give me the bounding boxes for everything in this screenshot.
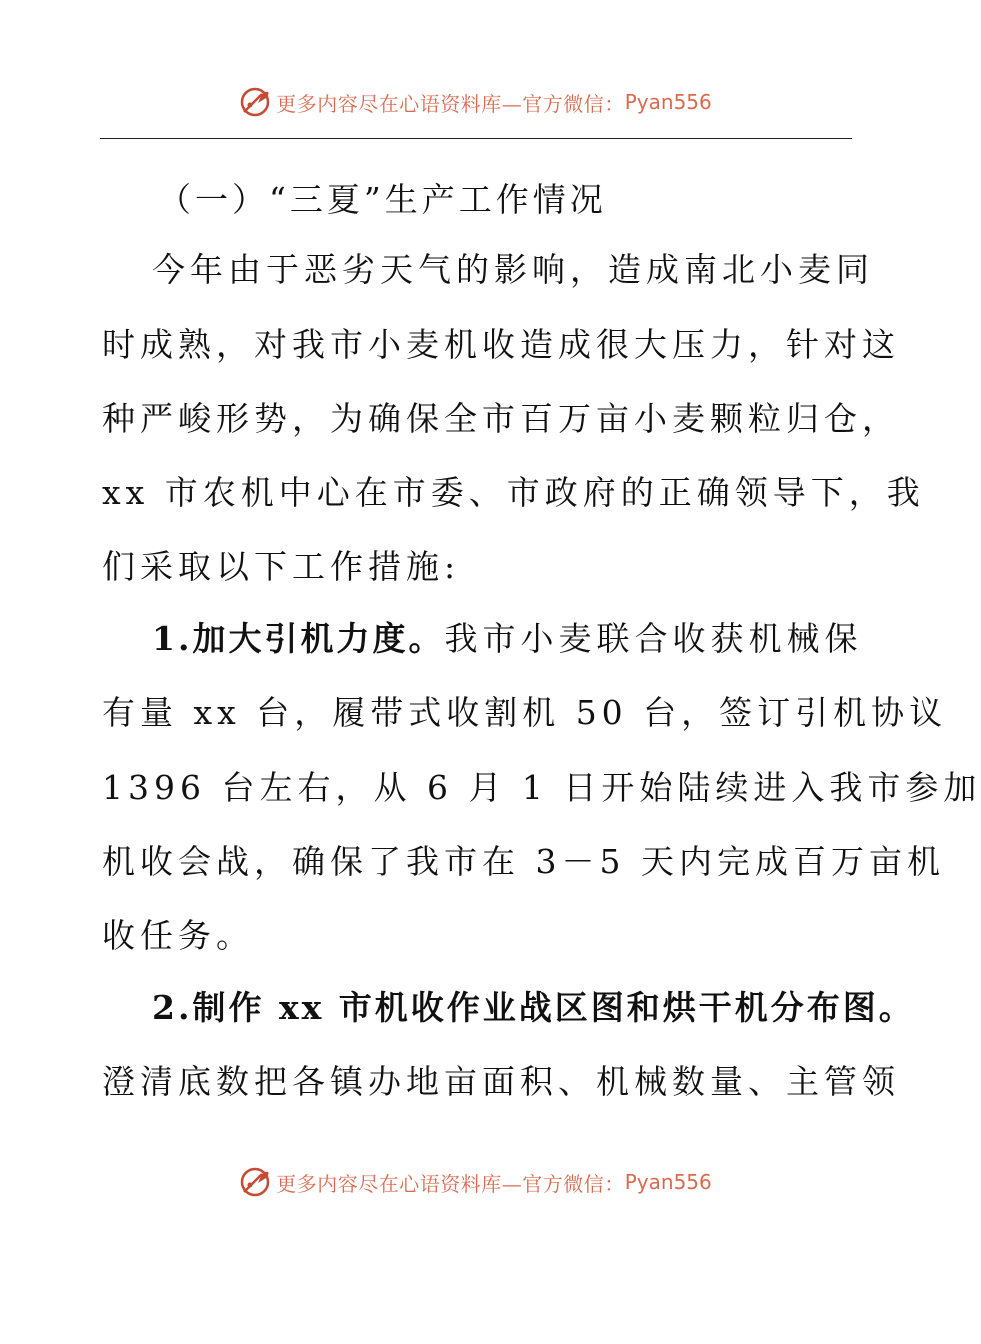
paragraph-line: 种严峻形势，为确保全市百万亩小麦颗粒归仓， [102, 399, 900, 438]
item-title: 1.加大引机力度。 [152, 619, 445, 658]
watermark-id: Pyan556 [624, 1170, 712, 1194]
item-text: 我市小麦联合收获机械保 [444, 619, 863, 658]
paragraph-line [152, 983, 932, 1033]
paragraph-line: 今年由于恶劣天气的影响，造成南北小麦同 [152, 250, 874, 289]
paragraph-line: 有量 xx 台，履带式收割机 50 台，签订引机协议 [102, 693, 948, 732]
watermark-footer [0, 1162, 950, 1202]
item-title: 2.制作 xx 市机收作业战区图和烘干机分布图。 [152, 988, 915, 1027]
watermark-text: 更多内容尽在心语资料库—官方微信： [276, 91, 625, 116]
watermark-id: Pyan556 [624, 90, 712, 114]
watermark-header [0, 82, 950, 122]
paragraph-line: 收任务。 [102, 916, 254, 955]
watermark-text: 更多内容尽在心语资料库—官方微信： [276, 1171, 625, 1196]
paragraph-line: xx 市农机中心在市委、市政府的正确领导下，我 [102, 473, 925, 512]
paragraph-line: 时成熟，对我市小麦机收造成很大压力，针对这 [102, 325, 900, 364]
paragraph-line: 1396 台左右，从 6 月 1 日开始陆续进入我市参加 [102, 768, 981, 807]
header-rule [100, 138, 852, 139]
paragraph-line: 们采取以下工作措施: [102, 547, 461, 586]
paragraph-line: 机收会战，确保了我市在 3－5 天内完成百万亩机 [102, 842, 945, 881]
quill-logo-icon [238, 85, 272, 119]
paragraph-line [152, 614, 863, 664]
section-heading: （一）“三夏”生产工作情况 [158, 180, 607, 219]
paragraph-line: 澄清底数把各镇办地亩面积、机械数量、主管领 [102, 1062, 900, 1101]
quill-logo-icon [238, 1165, 272, 1199]
